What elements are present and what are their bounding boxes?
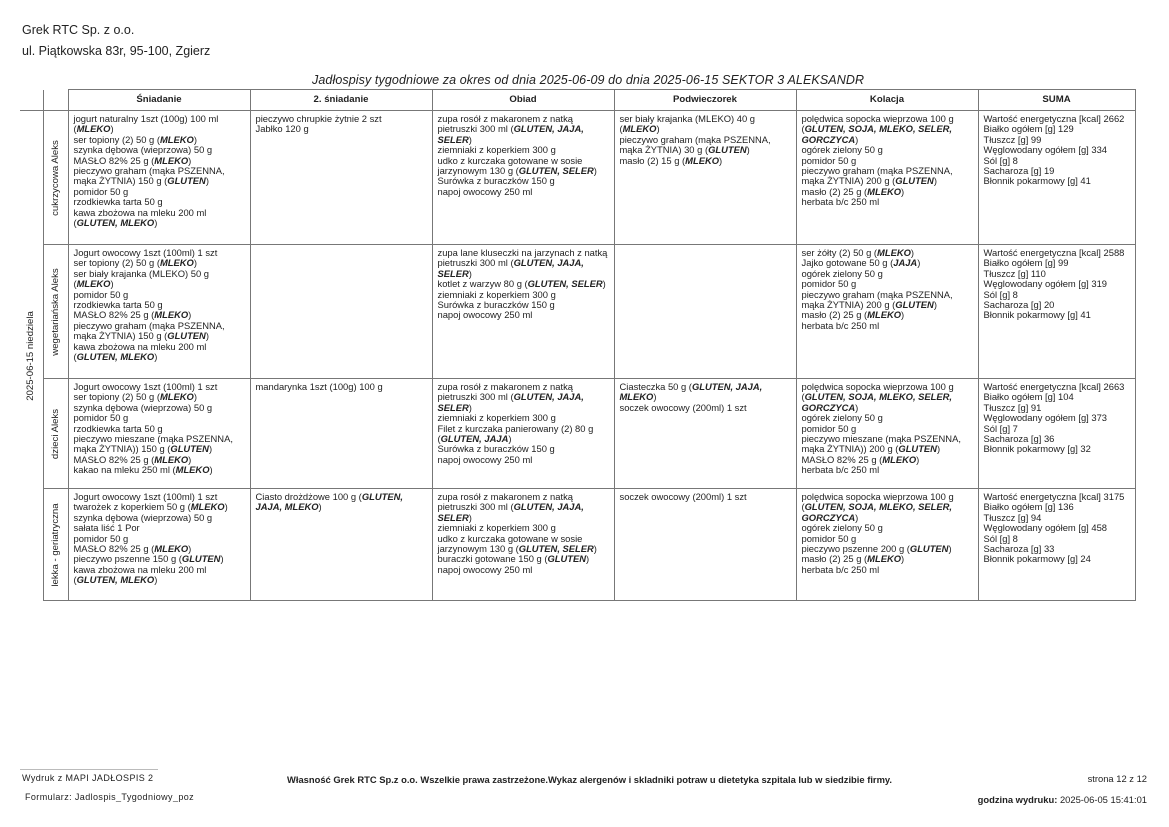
cell-line: herbata b/c 250 ml [801,563,880,575]
cell-line: rzodkiewka tarta 50 g [73,299,163,311]
cell-line: herbata b/c 250 ml [801,196,880,208]
cell-line: polędwica sopocka wieprzowa 100 g [801,113,954,124]
cell-line: Jabłko 120 g [255,123,309,135]
cell-line: kawa zbożowa na mleku 200 ml [73,206,207,218]
cell-line: ogórek zielony 50 g [801,412,883,424]
cell-line: masło (2) 25 g (MLEKO) [801,553,905,565]
diet-category-label: dzieci Aleks [49,408,61,459]
cell-line: (GLUTEN, MLEKO) [73,351,158,363]
cell-line: pieczywo graham (mąka PSZENNA, [801,288,953,300]
cell-line: MASŁO 82% 25 g (MLEKO) [73,309,192,321]
cell-line: pieczywo graham (mąka PSZENNA, [801,165,953,177]
kolacja-cell [796,245,978,379]
cell-line: (GLUTEN, SOJA, MLEKO, SELER, [801,501,953,513]
cell-line: Sól [g] 8 [983,532,1018,544]
cell-line: (GLUTEN, MLEKO) [73,574,158,586]
cell-line: pomidor 50 g [73,185,129,197]
cell-line: pieczywo chrupkie żytnie 2 szt [255,113,382,124]
cell-line: GORCZYCA) [801,511,859,523]
kolacja-cell [796,111,978,245]
obiad-cell [432,489,614,601]
cell-line: pietruszki 300 ml (GLUTEN, JAJA, [437,391,584,403]
cell-line: GORCZYCA) [801,133,859,145]
cell-line: udko z kurczaka gotowane w sosie [437,154,583,166]
cell-line: (GLUTEN, SOJA, MLEKO, SELER, [801,391,953,403]
header-blank [20,90,43,111]
cell-line: Sacharoza [g] 36 [983,433,1055,445]
obiad-cell [432,245,614,379]
cell-line: szynka dębowa (wieprzowa) 50 g [73,401,213,413]
cell-line: Węglowodany ogółem [g] 334 [983,144,1108,156]
cell-line: pomidor 50 g [801,278,857,290]
cell-line: pomidor 50 g [73,532,129,544]
cell-line: (MLEKO) [619,123,660,135]
cell-line: Sól [g] 8 [983,154,1018,166]
cell-line: MASŁO 82% 25 g (MLEKO) [73,543,192,555]
cell-line: pomidor 50 g [73,412,129,424]
cell-line: ogórek zielony 50 g [801,267,883,279]
cell-line: pieczywo graham (mąka PSZENNA, [73,319,225,331]
footer-copyright: Własność Grek RTC Sp.z o.o. Wszelkie prawa zastrzeżone.Wykaz alergenów i skladniki potraw u dietetyka szpitala lub w siedzibie firmy. [287,774,893,785]
diet-category-label: wegetariańska Aleks [49,267,61,356]
cell-line: polędwica sopocka wieprzowa 100 g [801,381,954,392]
cell-line: masło (2) 25 g (MLEKO) [801,309,905,321]
cell-line: rzodkiewka tarta 50 g [73,422,163,434]
kolacja-cell [796,379,978,489]
cell-line: kakao na mleku 250 ml (MLEKO) [73,464,213,476]
menu-table [20,89,1136,601]
cell-line: Węglowodany ogółem [g] 458 [983,522,1108,534]
cell-line: zupa rosół z makaronem z natką [437,381,573,392]
cell-line: Sacharoza [g] 33 [983,543,1055,555]
cell-line: pomidor 50 g [801,422,857,434]
cell-line: mąka ŻYTNIA)) 150 g (GLUTEN) [73,443,213,455]
cell-line: Węglowodany ogółem [g] 373 [983,412,1108,424]
cell-line: Białko ogółem [g] 129 [983,123,1074,135]
cell-line: Wartość energetyczna [kcal] 2588 [983,247,1125,258]
cell-line: pieczywo graham (mąka PSZENNA, [619,133,771,145]
cell-line: soczek owocowy (200ml) 1 szt [619,401,747,413]
column-header-sniadanie: Śniadanie [68,90,250,111]
sniadanie-cell [68,379,250,489]
cell-line: pietruszki 300 ml (GLUTEN, JAJA, [437,501,584,513]
cell-line: SELER) [437,511,472,523]
cell-line: Wartość energetyczna [kcal] 2663 [983,381,1125,392]
cell-line: Filet z kurczaka panierowany (2) 80 g [437,422,594,434]
company-header [22,20,210,62]
cell-line: (MLEKO) [73,278,114,290]
cell-line: buraczki gotowane 150 g (GLUTEN) [437,553,590,565]
cell-line: (GLUTEN, SOJA, MLEKO, SELER, [801,123,953,135]
cell-line: mąka ŻYTNIA)) 200 g (GLUTEN) [801,443,941,455]
cell-line: Jogurt owocowy 1szt (100ml) 1 szt [73,381,218,392]
column-header-2-sniadanie: 2. śniadanie [250,90,432,111]
cell-line: masło (2) 15 g (MLEKO) [619,154,723,166]
cell-line: MLEKO) [619,391,657,403]
cell-line: Ciasteczka 50 g (GLUTEN, JAJA, [619,381,763,392]
cell-line: jarzynowym 130 g (GLUTEN, SELER) [437,543,597,555]
table-row [20,111,1135,245]
cell-line: pomidor 50 g [73,288,129,300]
cell-line: Jogurt owocowy 1szt (100ml) 1 szt [73,491,218,502]
cell-line: Jogurt owocowy 1szt (100ml) 1 szt [73,247,218,258]
cell-line: ser topiony (2) 50 g (MLEKO) [73,391,197,403]
footer-source: Wydruk z MAPI JADŁOSPIS 2 [22,773,154,783]
date-label: 2025-06-15 niedziela [25,310,37,401]
cell-line: mąka ŻYTNIA) 30 g (GLUTEN) [619,144,750,156]
cell-line: ogórek zielony 50 g [801,144,883,156]
cell-line: sałata liść 1 Por [73,522,140,534]
cell-line: Sacharoza [g] 19 [983,165,1055,177]
cell-line: pieczywo pszenne 150 g (GLUTEN) [73,553,224,565]
company-name: Grek RTC Sp. z o.o. [22,23,135,37]
diet-category-cell [43,489,68,601]
cell-line: Tłuszcz [g] 99 [983,133,1042,145]
cell-line: SELER) [437,133,472,145]
footer-divider [20,769,158,770]
cell-line: pieczywo mieszane (mąka PSZENNA, [801,433,961,445]
cell-line: Błonnik pokarmowy [g] 32 [983,443,1091,455]
cell-line: (MLEKO) [73,123,114,135]
cell-line: pieczywo pszenne 200 g (GLUTEN) [801,543,952,555]
cell-line: kawa zbożowa na mleku 200 ml [73,340,207,352]
column-header-obiad: Obiad [432,90,614,111]
cell-line: ser biały krajanka (MLEKO) 40 g [619,113,755,124]
print-time-label: godzina wydruku: [977,794,1058,805]
cell-line: napoj owocowy 250 ml [437,185,533,197]
cell-line: masło (2) 25 g (MLEKO) [801,185,905,197]
sniadanie-cell [68,489,250,601]
cell-line: pomidor 50 g [801,532,857,544]
drugie-sniadanie-cell [250,489,432,601]
cell-line: herbata b/c 250 ml [801,464,880,476]
suma-cell [978,245,1135,379]
podwieczorek-cell [614,379,796,489]
cell-line: soczek owocowy (200ml) 1 szt [619,491,747,502]
cell-line: zupa rosół z makaronem z natką [437,113,573,124]
cell-line: Białko ogółem [g] 136 [983,501,1074,513]
cell-line: ziemniaki z koperkiem 300 g [437,288,556,300]
obiad-cell [432,379,614,489]
cell-line: ogórek zielony 50 g [801,522,883,534]
cell-line: SELER) [437,401,472,413]
cell-line: jarzynowym 130 g (GLUTEN, SELER) [437,165,597,177]
cell-line: ziemniaki z koperkiem 300 g [437,412,556,424]
cell-line: zupa rosół z makaronem z natką [437,491,573,502]
cell-line: Tłuszcz [g] 91 [983,401,1042,413]
cell-line: mąka ŻYTNIA) 150 g (GLUTEN) [73,175,209,187]
cell-line: napoj owocowy 250 ml [437,309,533,321]
cell-line: Tłuszcz [g] 94 [983,511,1042,523]
column-header-podwieczorek: Podwieczorek [614,90,796,111]
cell-line: napoj owocowy 250 ml [437,453,533,465]
print-time [978,794,1147,805]
diet-category-cell [43,111,68,245]
cell-line: napoj owocowy 250 ml [437,563,533,575]
cell-line: mandarynka 1szt (100g) 100 g [255,381,383,392]
cell-line: pieczywo graham (mąka PSZENNA, [73,165,225,177]
diet-category-cell [43,245,68,379]
page-number: strona 12 z 12 [1087,773,1147,784]
header-row [20,90,1135,111]
cell-line: polędwica sopocka wieprzowa 100 g [801,491,954,502]
cell-line: Ciasto drożdżowe 100 g (GLUTEN, [255,491,403,502]
cell-line: Jajko gotowane 50 g (JAJA) [801,257,921,269]
sniadanie-cell [68,111,250,245]
obiad-cell [432,111,614,245]
cell-line: Surówka z buraczków 150 g [437,443,555,455]
cell-line: kawa zbożowa na mleku 200 ml [73,563,207,575]
cell-line: Sól [g] 8 [983,288,1018,300]
page-title: Jadłospisy tygodniowe za okres od dnia 2025-06-09 do dnia 2025-06-15 SEKTOR 3 ALEKSANDR [312,73,865,87]
cell-line: szynka dębowa (wieprzowa) 50 g [73,144,213,156]
suma-cell [978,111,1135,245]
print-time-value: 2025-06-05 15:41:01 [1059,794,1147,805]
cell-line: mąka ŻYTNIA) 150 g (GLUTEN) [73,330,209,342]
cell-line: Wartość energetyczna [kcal] 3175 [983,491,1125,502]
cell-line: Błonnik pokarmowy [g] 41 [983,175,1091,187]
cell-line: Surówka z buraczków 150 g [437,299,555,311]
cell-line: twarożek z koperkiem 50 g (MLEKO) [73,501,228,513]
cell-line: ziemniaki z koperkiem 300 g [437,522,556,534]
drugie-sniadanie-cell [250,379,432,489]
cell-line: SELER) [437,267,472,279]
cell-line: mąka ŻYTNIA) 200 g (GLUTEN) [801,299,937,311]
cell-line: herbata b/c 250 ml [801,319,880,331]
cell-line: Białko ogółem [g] 99 [983,257,1069,269]
table-row [20,245,1135,379]
kolacja-cell [796,489,978,601]
cell-line: ser biały krajanka (MLEKO) 50 g [73,267,209,279]
cell-line: MASŁO 82% 25 g (MLEKO) [73,154,192,166]
podwieczorek-cell [614,111,796,245]
cell-line: zupa lane kluseczki na jarzynach z natką [437,247,608,258]
cell-line: pieczywo mieszane (mąka PSZENNA, [73,433,233,445]
table-row [20,489,1135,601]
podwieczorek-cell [614,489,796,601]
cell-line: ser topiony (2) 50 g (MLEKO) [73,133,197,145]
cell-line: udko z kurczaka gotowane w sosie [437,532,583,544]
cell-line: pietruszki 300 ml (GLUTEN, JAJA, [437,123,584,135]
cell-line: Wartość energetyczna [kcal] 2662 [983,113,1125,124]
cell-line: MASŁO 82% 25 g (MLEKO) [73,453,192,465]
diet-category-label: cukrzycowa Aleks [49,139,61,216]
cell-line: pietruszki 300 ml (GLUTEN, JAJA, [437,257,584,269]
cell-line: MASŁO 82% 25 g (MLEKO) [801,453,920,465]
suma-cell [978,379,1135,489]
cell-line: ziemniaki z koperkiem 300 g [437,144,556,156]
cell-line: (GLUTEN, JAJA) [437,433,512,445]
drugie-sniadanie-cell [250,111,432,245]
suma-cell [978,489,1135,601]
header-blank [43,90,68,111]
diet-category-label: lekka - geriatryczna [49,502,61,587]
company-address: ul. Piątkowska 83r, 95-100, Zgierz [22,44,211,58]
sniadanie-cell [68,245,250,379]
cell-line: Surówka z buraczków 150 g [437,175,555,187]
table-row [20,379,1135,489]
podwieczorek-cell [614,245,796,379]
cell-line: jogurt naturalny 1szt (100g) 100 ml [73,113,219,124]
cell-line: Tłuszcz [g] 110 [983,267,1046,279]
diet-category-cell [43,379,68,489]
cell-line: Błonnik pokarmowy [g] 24 [983,553,1091,565]
drugie-sniadanie-cell [250,245,432,379]
cell-line: ser żółty (2) 50 g (MLEKO) [801,247,915,258]
column-header-kolacja: Kolacja [796,90,978,111]
cell-line: ser topiony (2) 50 g (MLEKO) [73,257,197,269]
cell-line: rzodkiewka tarta 50 g [73,196,163,208]
cell-line: pomidor 50 g [801,154,857,166]
cell-line: Sacharoza [g] 20 [983,299,1055,311]
cell-line: szynka dębowa (wieprzowa) 50 g [73,511,213,523]
column-header-suma: SUMA [978,90,1135,111]
cell-line: Sól [g] 7 [983,422,1018,434]
cell-line: GORCZYCA) [801,401,859,413]
cell-line: Węglowodany ogółem [g] 319 [983,278,1108,290]
cell-line: Błonnik pokarmowy [g] 41 [983,309,1091,321]
cell-line: Białko ogółem [g] 104 [983,391,1074,403]
cell-line: mąka ŻYTNIA) 200 g (GLUTEN) [801,175,937,187]
cell-line: (GLUTEN, MLEKO) [73,217,158,229]
footer-form: Formularz: Jadlospis_Tygodniowy_poz [25,792,195,802]
cell-line: JAJA, MLEKO) [255,501,322,513]
date-cell [20,111,43,601]
cell-line: kotlet z warzyw 80 g (GLUTEN, SELER) [437,278,606,290]
